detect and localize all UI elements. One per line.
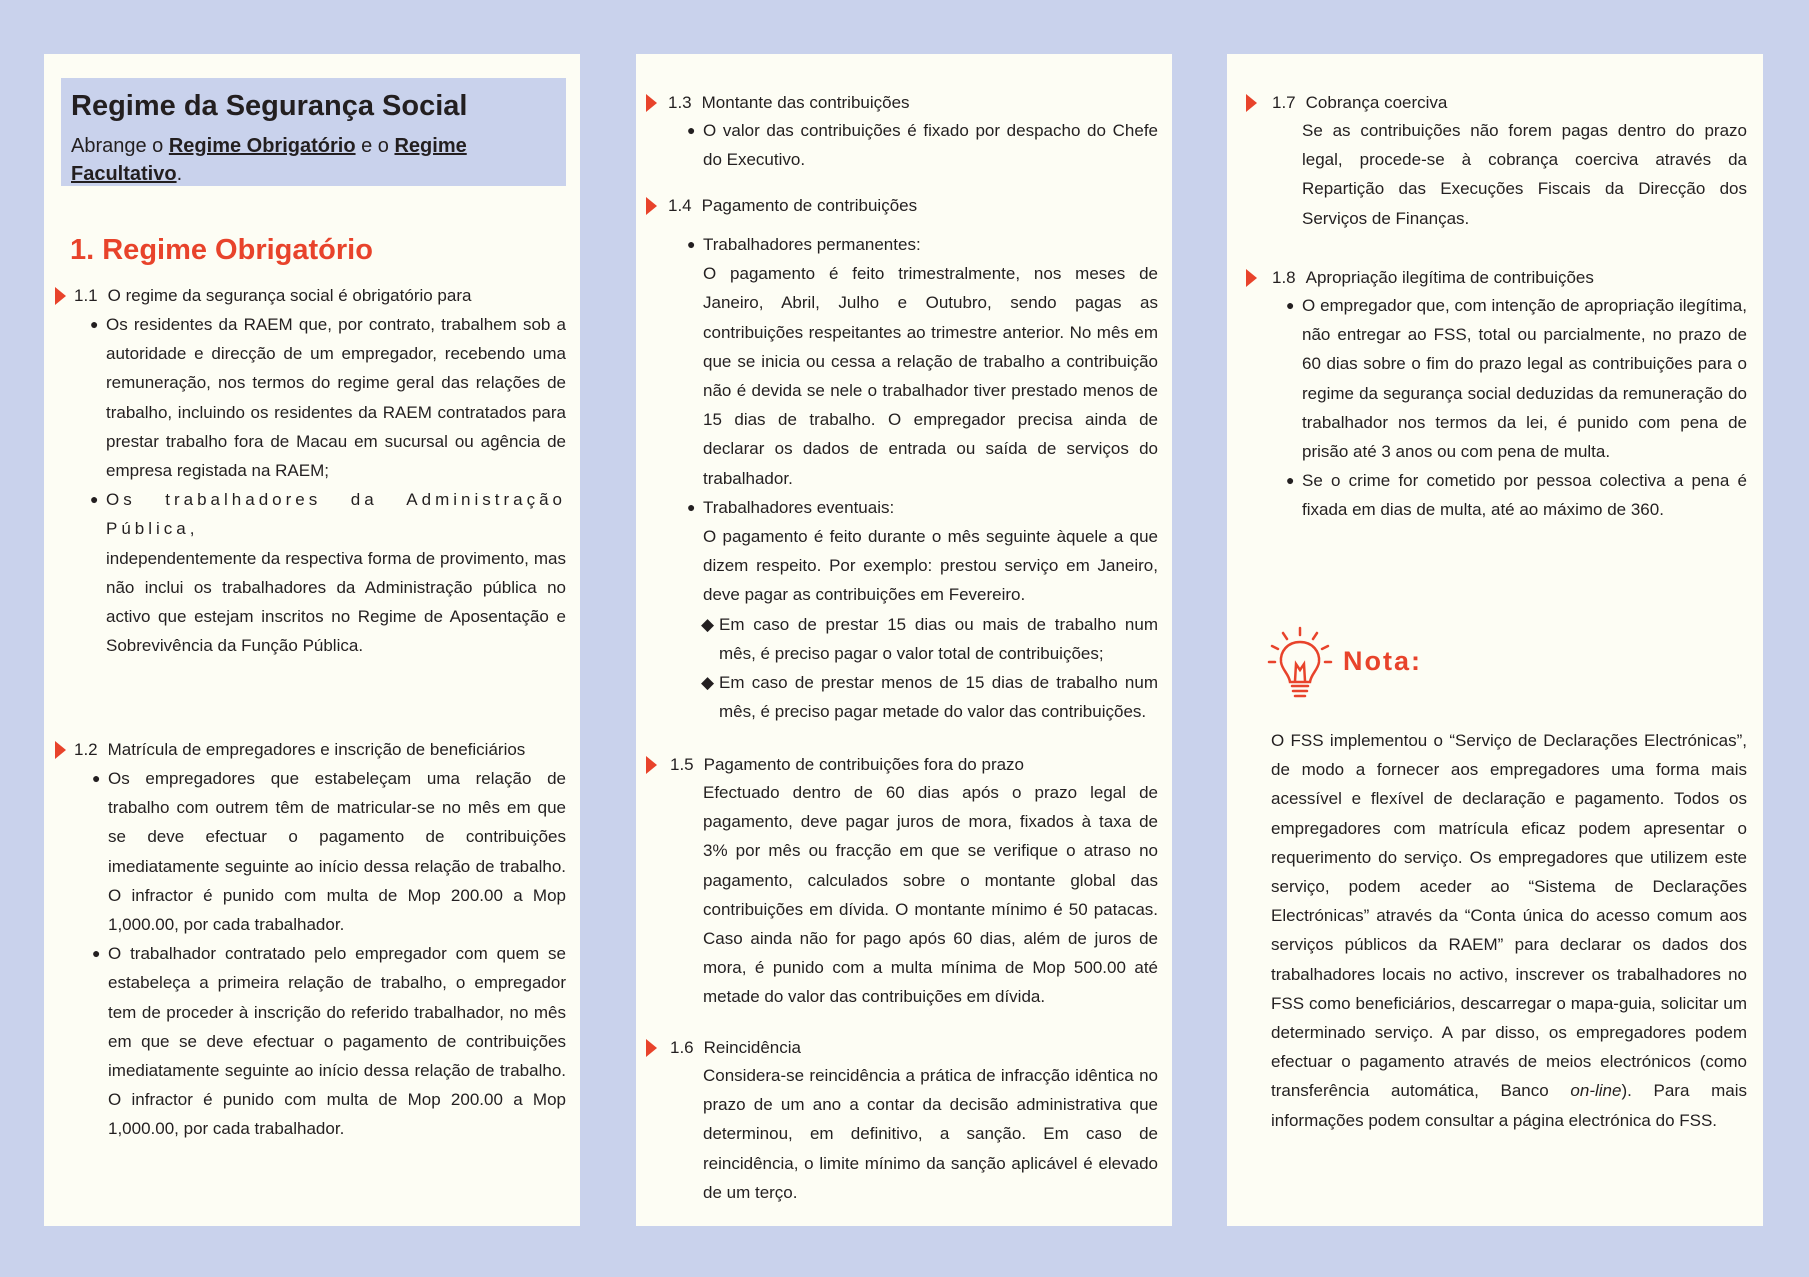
nota-title: Nota: <box>1343 646 1422 676</box>
triangle-arrow-icon <box>1246 269 1257 287</box>
triangle-arrow-icon <box>55 287 66 305</box>
section-1-8 <box>1227 265 1749 525</box>
nota-text: O FSS implementou o “Serviço de Declarações Electrónicas”, de modo a fornecer aos empregadores uma forma mais acessível e flexível de declaração e pagamento. Todos os empregadores com matrícula eficaz podem apresentar o requerimento do serviço. Os empregadores que utilizem este serviço, podem aceder ao “Sistema de Declarações Electrónicas” através da “Conta única do acesso comum aos serviços públicos da RAEM” para declarar os dados dos trabalhadores locais no activo, inscrever os trabalhadores no FSS como beneficiários, descarregar o mapa-guia, solicitar um determinado serviço. A par disso, os empregadores podem efectuar o pagamento através de meios electrónicos (como transferência automática, Banco on-line). Para mais informações podem consultar a página electrónica do FSS. <box>1271 731 1747 1130</box>
section-1-7-text: Se as contribuições não forem pagas dentro do prazo legal, procede-se à cobrança coerciva através da Repartição das Execuções Fiscais da Direcção dos Serviços de Finanças. <box>1302 121 1747 228</box>
list-item: ● Trabalhadores eventuais: O pagamento é feito durante o mês seguinte àquele a que dizem respeito. Por exemplo: prestou serviço em Janeiro, deve pagar as contribuições em Fevereiro. <box>703 493 1158 610</box>
list-item: ● Os residentes da RAEM que, por contrato, trabalhem sob a autoridade e direcção de um empregador, recebendo uma remuneração, nos termos do regime geral das relações de trabalho, incluindo os residentes da RAEM contratados para prestar trabalho fora de Macau em sucursal ou agência de empresa registada na RAEM; <box>106 310 566 485</box>
list-item: ◆ Em caso de prestar menos de 15 dias de trabalho num mês, é preciso pagar metade do valor das contribuições. <box>719 668 1158 726</box>
panel-left <box>44 54 580 1226</box>
section-1-5-text: Efectuado dentro de 60 dias após o prazo legal de pagamento, deve pagar juros de mora, fixados à taxa de 3% por mês ou fracção em que se verifique o atraso no pagamento, calculados sobre o montante global das contribuições em dívida. O montante mínimo é 50 patacas. Caso ainda não for pago após 60 dias, além de juros de mora, é punido com a multa mínima de Mop 500.00 até metade do valor das contribuições em dívida. <box>703 783 1158 1007</box>
section-1-8-heading: 1.8 Apropriação ilegítima de contribuições <box>1227 265 1749 291</box>
section-1-7 <box>1227 90 1749 233</box>
section-1-6 <box>636 1035 1158 1207</box>
section-1-5 <box>636 752 1158 1012</box>
section-1-3-heading: 1.3 Montante das contribuições <box>636 90 1158 116</box>
triangle-arrow-icon <box>646 1039 657 1057</box>
bullet-icon: ● <box>1286 297 1295 313</box>
bullet-icon: ● <box>1286 472 1295 489</box>
list-item: ◆ Em caso de prestar 15 dias ou mais de trabalho num mês, é preciso pagar o valor total de contribuições; <box>719 610 1158 668</box>
section-1-6-text: Considera-se reincidência a prática de infracção idêntica no prazo de um ano a contar da decisão administrativa que determinou, em definitivo, a sanção. Em caso de reincidência, o limite mínimo da sanção aplicável é elevado de um terço. <box>703 1066 1158 1202</box>
section-1-5-heading: 1.5 Pagamento de contribuições fora do prazo <box>636 752 1158 778</box>
page-subtitle: Abrange o Regime Obrigatório e o Regime Facultativo. <box>71 135 467 185</box>
section-1-3 <box>636 90 1158 174</box>
panel-right <box>1227 54 1763 1226</box>
lightbulb-icon <box>1265 624 1335 704</box>
regime-facultativo-link: Regime Facultativo <box>71 135 467 185</box>
list-item: ● O trabalhador contratado pelo empregador com quem se estabeleça a primeira relação de trabalho, o empregador tem de proceder à inscrição do referido trabalhador, no mês em que se deve efectuar o pagamento de contribuições imediatamente seguinte ao início dessa relação de trabalho. O infractor é punido com multa de Mop 200.00 a Mop 1,000.00, por cada trabalhador. <box>108 939 566 1143</box>
list-item: ● Os empregadores que estabeleçam uma relação de trabalho com outrem têm de matricular-se no mês em que se deve efectuar o pagamento de contribuições imediatamente seguinte ao início dessa relação de trabalho. O infractor é punido com multa de Mop 200.00 a Mop 1,000.00, por cada trabalhador. <box>108 764 566 939</box>
bullet-icon: ● <box>687 236 696 252</box>
bullet-icon: ● <box>687 498 696 515</box>
section-1-4-heading: 1.4 Pagamento de contribuições <box>636 193 1158 219</box>
list-item: ● Os trabalhadores da Administração Pública, independentemente da respectiva forma de provimento, mas não inclui os trabalhadores da Administração pública no activo que estejam inscritos no Regime de Aposentação e Sobrevivência da Função Pública. <box>106 485 566 660</box>
section-1-6-heading: 1.6 Reincidência <box>636 1035 1158 1061</box>
diamond-bullet-icon: ◆ <box>701 673 715 693</box>
section-heading: 1. Regime Obrigatório <box>70 234 373 266</box>
diamond-bullet-icon: ◆ <box>701 614 715 634</box>
triangle-arrow-icon <box>646 94 657 112</box>
bullet-icon: ● <box>92 945 101 962</box>
section-1-7-heading: 1.7 Cobrança coerciva <box>1227 90 1749 116</box>
bullet-icon: ● <box>92 770 101 786</box>
triangle-arrow-icon <box>1246 94 1257 112</box>
list-item: ● Trabalhadores permanentes: O pagamento é feito trimestralmente, nos meses de Janeiro, Abril, Julho e Outubro, sendo pagas as contribuições respeitantes ao trimestre anterior. No mês em que se inicia ou cessa a relação de trabalho a contribuição não é devida se nele o trabalhador tiver prestado menos de 15 dias de trabalho. O empregador precisa ainda de declarar os dados de entrada ou saída de serviços do trabalhador. <box>703 230 1158 493</box>
triangle-arrow-icon <box>55 741 66 759</box>
list-item: ● O empregador que, com intenção de apropriação ilegítima, não entregar ao FSS, total ou parcialmente, no prazo de 60 dias sobre o fim do prazo legal as contribuições para o regime da segurança social deduzidas da remuneração do trabalhador nos termos da lei, é punido com pena de prisão até 3 anos ou com pena de multa. <box>1302 291 1747 466</box>
bullet-icon: ● <box>90 316 99 332</box>
regime-obrigatorio-link: Regime Obrigatório <box>168 135 356 157</box>
triangle-arrow-icon <box>646 756 657 774</box>
header-box <box>61 78 566 186</box>
section-1-2-heading: 1.2 Matrícula de empregadores e inscrição de beneficiários <box>44 737 566 763</box>
nota-header <box>1265 624 1422 709</box>
section-1-2 <box>44 737 566 1144</box>
panel-middle <box>636 54 1172 1226</box>
page-title: Regime da Segurança Social <box>71 90 468 122</box>
bullet-icon: ● <box>687 122 696 138</box>
section-1-1 <box>44 283 566 660</box>
triangle-arrow-icon <box>646 197 657 215</box>
section-1-4 <box>636 193 1158 726</box>
list-item: ● O valor das contribuições é fixado por despacho do Chefe do Executivo. <box>703 116 1158 174</box>
section-1-1-heading: 1.1 O regime da segurança social é obrigatório para <box>44 283 566 309</box>
list-item: ● Se o crime for cometido por pessoa colectiva a pena é fixada em dias de multa, até ao máximo de 360. <box>1302 466 1747 524</box>
bullet-icon: ● <box>90 491 99 508</box>
